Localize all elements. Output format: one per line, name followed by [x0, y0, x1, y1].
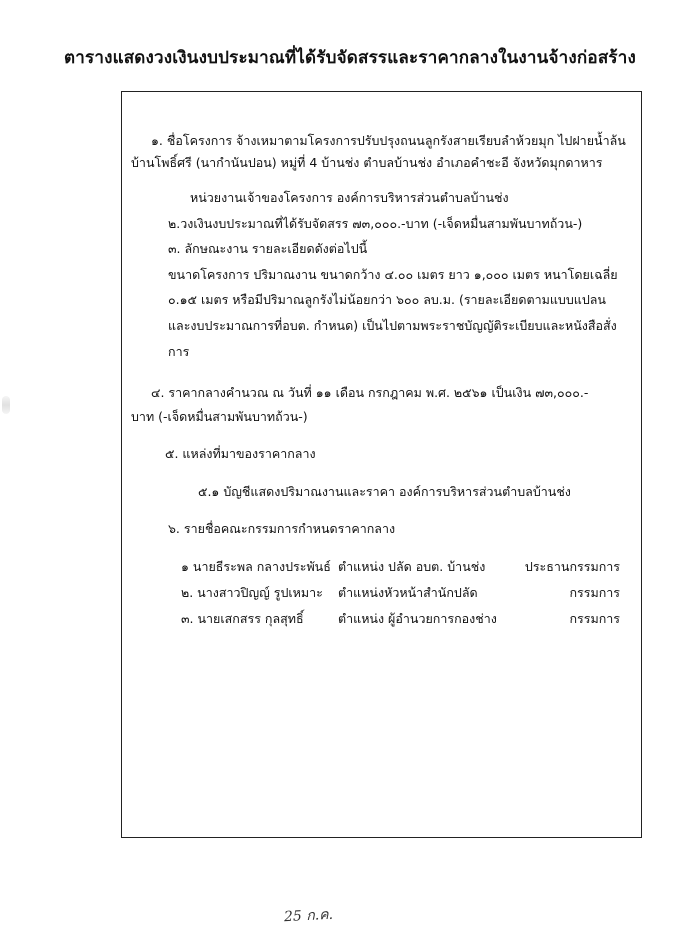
- owner-agency: หน่วยงานเจ้าของโครงการ องค์การบริหารส่วนตำบลบ้านช่ง: [190, 190, 509, 205]
- committee-member-role: กรรมการ: [569, 585, 620, 600]
- work-description-line-1: ขนาดโครงการ ปริมาณงาน ขนาดกว้าง ๔.๐๐ เมตร ยาว ๑,๐๐๐ เมตร หนาโดยเฉลี่ย: [168, 267, 618, 282]
- project-name-line-2: บ้านโพธิ์ศรี (นากำนันปอน) หมู่ที่ 4 บ้านช่ง ตำบลบ้านช่ง อำเภอคำชะอี จังหวัดมุกดาหาร: [131, 155, 603, 170]
- work-description-line-3: และงบประมาณการที่อบต. กำหนด) เป็นไปตามพระราชบัญญัติระเบียบและหนังสือสั่ง: [168, 318, 617, 333]
- scan-artifact: [2, 396, 10, 414]
- committee-member-name: ๒. นางสาวปิญญ์ รูปเหมาะ: [181, 585, 323, 600]
- price-source-item: ๕.๑ บัญชีแสดงปริมาณงานและราคา องค์การบริหารส่วนตำบลบ้านช่ง: [198, 484, 571, 499]
- committee-member-position: ตำแหน่ง ผู้อำนวยการกองช่าง: [338, 611, 497, 626]
- project-name-line-1: ๑. ชื่อโครงการ จ้างเหมาตามโครงการปรับปรุงถนนลูกรังสายเรียบลำห้วยมุก ไปฝายน้ำล้น: [151, 133, 626, 148]
- document-title: ตารางแสดงวงเงินงบประมาณที่ได้รับจัดสรรและราคากลางในงานจ้างก่อสร้าง: [64, 48, 636, 68]
- work-description-heading: ๓. ลักษณะงาน รายละเอียดดังต่อไปนี้: [168, 241, 368, 256]
- work-description-line-2: ๐.๑๕ เมตร หรือมีปริมาณลูกรังไม่น้อยกว่า ๖๐๐ ลบ.ม. (รายละเอียดตามแบบแปลน: [168, 292, 606, 307]
- committee-member-role: กรรมการ: [569, 611, 620, 626]
- price-source-heading: ๕. แหล่งที่มาของราคากลาง: [165, 446, 316, 461]
- work-description-line-4: การ: [168, 344, 190, 359]
- committee-heading: ๖. รายชื่อคณะกรรมการกำหนดราคากลาง: [168, 521, 396, 536]
- handwritten-date-note: 25 ก.ค.: [283, 906, 334, 926]
- committee-member-position: ตำแหน่งหัวหน้าสำนักปลัด: [338, 585, 478, 600]
- reference-price-line-2: บาท (-เจ็ดหมื่นสามพันบาทถ้วน-): [131, 409, 308, 424]
- reference-price-line-1: ๔. ราคากลางคำนวณ ณ วันที่ ๑๑ เดือน กรกฎาคม พ.ศ. ๒๕๖๑ เป็นเงิน ๗๓,๐๐๐.-: [151, 385, 589, 400]
- committee-member-name: ๑ นายธีระพล กลางประพันธ์: [181, 559, 331, 574]
- committee-member-name: ๓. นายเสกสรร กุลสุทธิ์: [181, 611, 304, 626]
- committee-member-role: ประธานกรรมการ: [524, 559, 620, 574]
- committee-member-position: ตำแหน่ง ปลัด อบต. บ้านช่ง: [338, 559, 486, 574]
- budget-line: ๒.วงเงินงบประมาณที่ได้รับจัดสรร ๗๓,๐๐๐.-บาท (-เจ็ดหมื่นสามพันบาทถ้วน-): [168, 216, 583, 231]
